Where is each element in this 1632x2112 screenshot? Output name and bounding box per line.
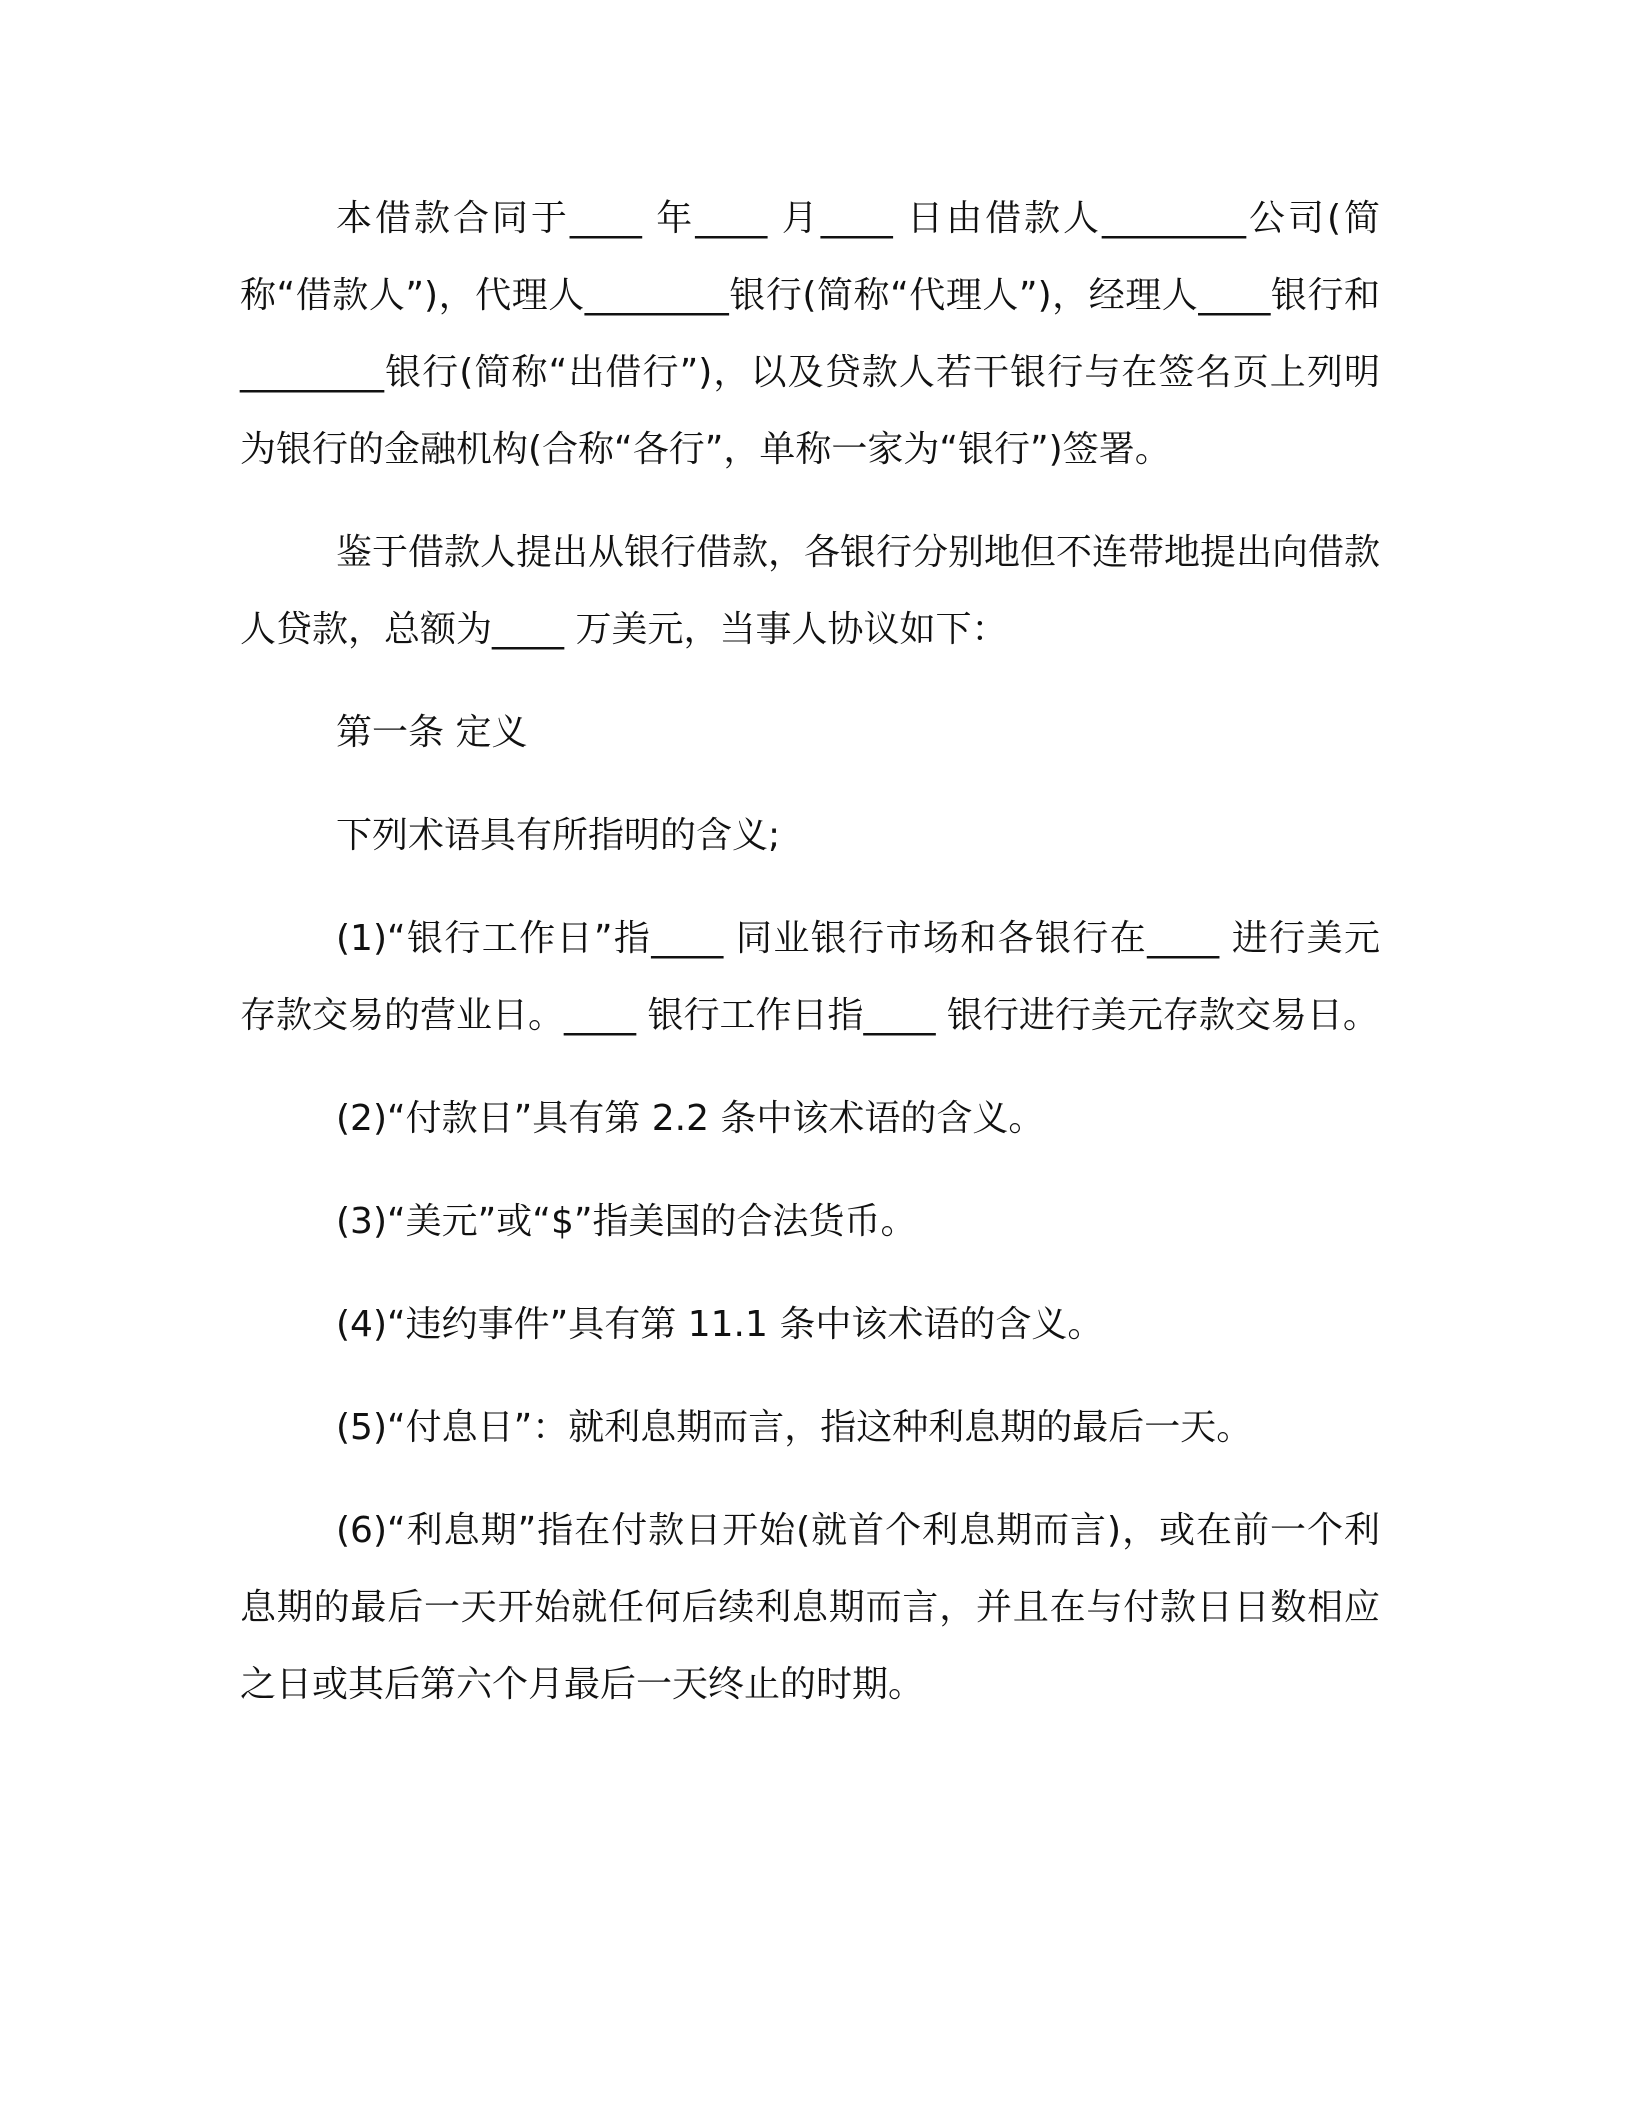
preamble-paragraph: 本借款合同于____ 年____ 月____ 日由借款人________公司(简称“借款人”)，代理人________银行(简称“代理人”)，经理人____银行和________银行(简称“出借行”)，以及贷款人若干银行与在签名页上列明为银行的金融机构(合称“各行”，单称一家为“银行”)签署。 [240,198,1380,470]
document-page [240,180,1380,1749]
article-heading: 第一条 定义 [336,712,528,753]
recital-paragraph: 鉴于借款人提出从银行借款，各银行分别地但不连带地提出向借款人贷款，总额为____ 万美元，当事人协议如下： [240,532,1381,650]
definition-item-5: (5)“付息日”：就利息期而言，指这种利息期的最后一天。 [336,1407,1253,1448]
definitions-intro: 下列术语具有所指明的含义; [336,815,781,856]
definition-item-4: (4)“违约事件”具有第 11.1 条中该术语的含义。 [336,1304,1104,1345]
definition-item-6: (6)“利息期”指在付款日开始(就首个利息期而言)，或在前一个利息期的最后一天开始就任何后续利息期而言，并且在与付款日日数相应之日或其后第六个月最后一天终止的时期。 [240,1510,1380,1705]
definition-item-1: (1)“银行工作日”指____ 同业银行市场和各银行在____ 进行美元存款交易的营业日。____ 银行工作日指____ 银行进行美元存款交易日。 [240,918,1380,1036]
definition-item-3: (3)“美元”或“$”指美国的合法货币。 [336,1201,917,1242]
definition-item-2: (2)“付款日”具有第 2.2 条中该术语的含义。 [336,1098,1045,1139]
